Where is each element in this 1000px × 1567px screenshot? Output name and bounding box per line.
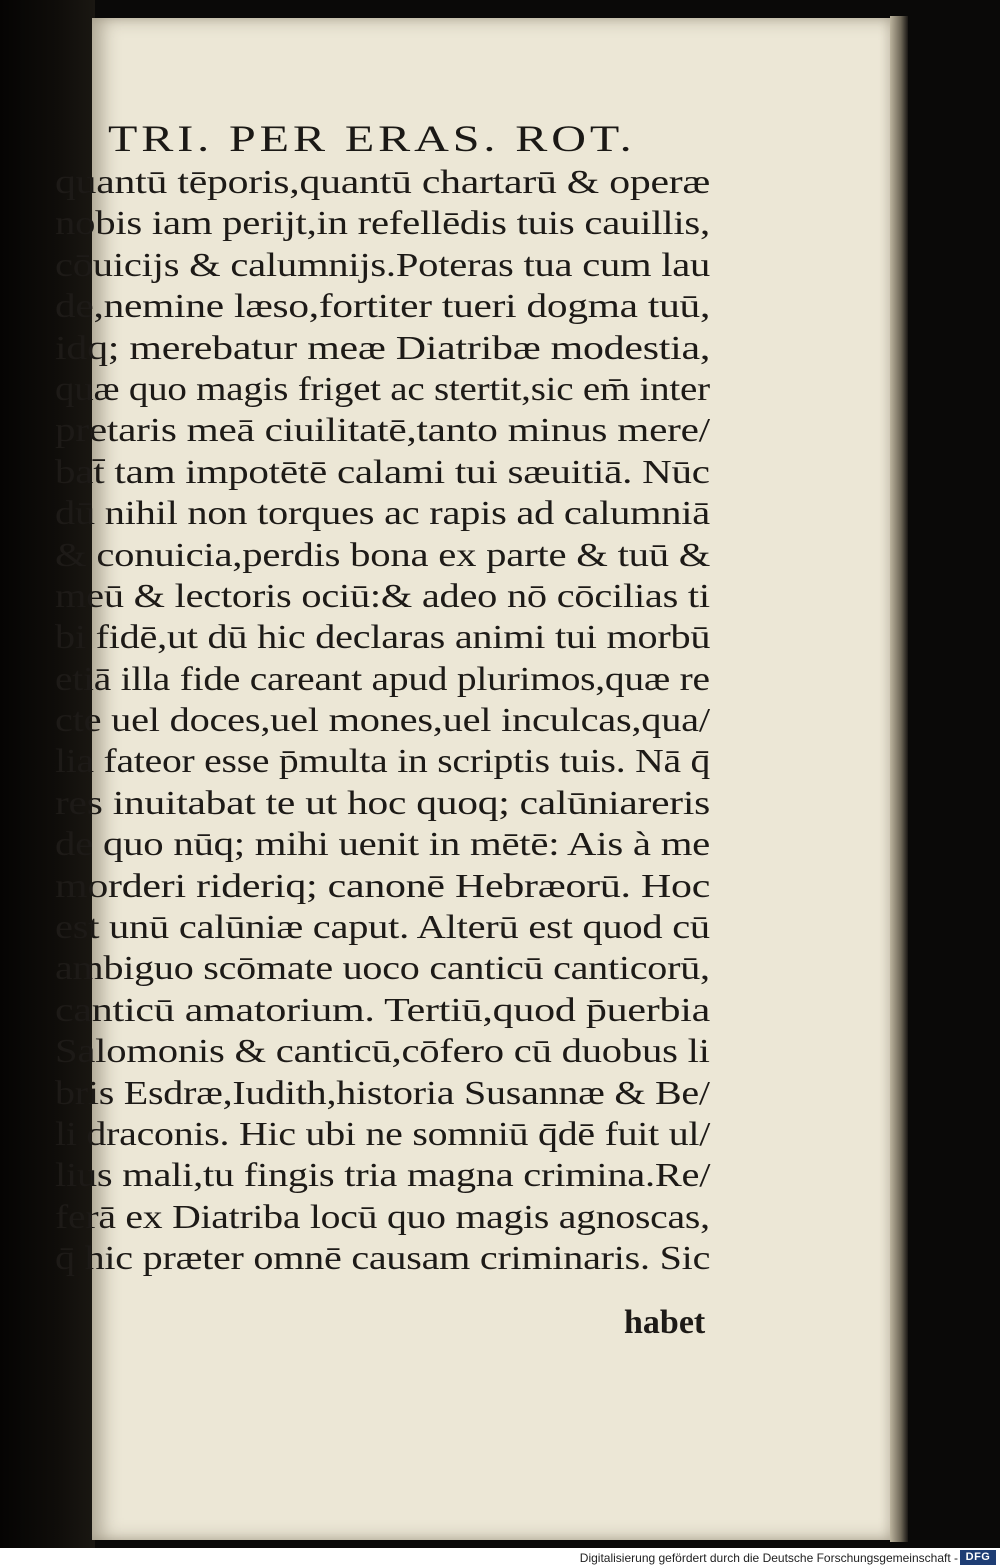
text-line: ambiguo scōmate uoco canticū canticorū,	[55, 950, 710, 988]
text-line: quantū tēporis,quantū chartarū & operæ	[55, 164, 711, 201]
text-line: nobis iam perijt,in refellēdis tuis cauillis,	[55, 205, 710, 243]
text-block	[55, 162, 725, 1280]
text-line: est unū calūniæ caput. Alterū est quod cū	[55, 909, 710, 947]
text-line: etiā illa fide careant apud plurimos,quæ re	[55, 660, 710, 698]
text-line: li draconis. Hic ubi ne somniū q̄dē fuit ul/	[55, 1115, 711, 1153]
text-line: lius mali,tu fingis tria magna crimina.Re/	[55, 1157, 711, 1195]
catchword: habet	[624, 1304, 706, 1341]
text-line: Salomonis & canticū,cōfero cū duobus li	[55, 1033, 710, 1071]
text-line: dū nihil non torques ac rapis ad calumniā	[55, 495, 710, 533]
text-line: bris Esdræ,Iudith,historia Susannæ & Be/	[55, 1074, 710, 1112]
dfg-logo: DFG	[960, 1550, 996, 1565]
text-line: cte uel doces,uel mones,uel inculcas,qua/	[55, 702, 710, 740]
text-line: meū & lectoris ociū:& adeo nō cōcilias ti	[55, 577, 710, 615]
text-line: lia fateor esse p̄multa in scriptis tuis. Nā q̄	[55, 743, 711, 781]
text-line: bi fidē,ut dū hic declaras animi tui morbū	[55, 619, 711, 657]
text-line: bat̄ tam impotētē calami tui sæuitiā. Nūc	[55, 453, 710, 491]
text-line: de quo nūq; mihi uenit in mētē: Ais à me	[55, 826, 711, 864]
text-line: cōuicijs & calumnijs.Poteras tua cum lau	[55, 246, 711, 284]
text-line: res inuitabat te ut hoc quoq; calūniareris	[55, 784, 710, 822]
text-line: quæ quo magis friget ac stertit,sic em̄ inter	[55, 370, 710, 408]
text-line: q̄ hic præter omnē causam criminaris. Sic	[55, 1240, 711, 1278]
text-line: pretaris meā ciuilitatē,tanto minus mere/	[55, 412, 710, 450]
text-line: & conuicia,perdis bona ex parte & tuū &	[55, 536, 711, 574]
text-line: de,nemine læso,fortiter tueri dogma tuū,	[55, 288, 711, 326]
text-line: morderi rideriq; canonē Hebræorū. Hoc	[55, 867, 711, 905]
text-line: canticū amatorium. Tertiū,quod p̄uerbia	[55, 991, 711, 1029]
page-edge	[890, 16, 908, 1542]
running-head: TRI. PER ERAS. ROT.	[108, 119, 636, 160]
text-line: ferā ex Diatriba locū quo magis agnoscas,	[55, 1198, 710, 1236]
footer-credit: Digitalisierung gefördert durch die Deutsche Forschungsgemeinschaft -	[579, 1551, 958, 1565]
text-line: idq; merebatur meæ Diatribæ modestia,	[55, 329, 711, 367]
